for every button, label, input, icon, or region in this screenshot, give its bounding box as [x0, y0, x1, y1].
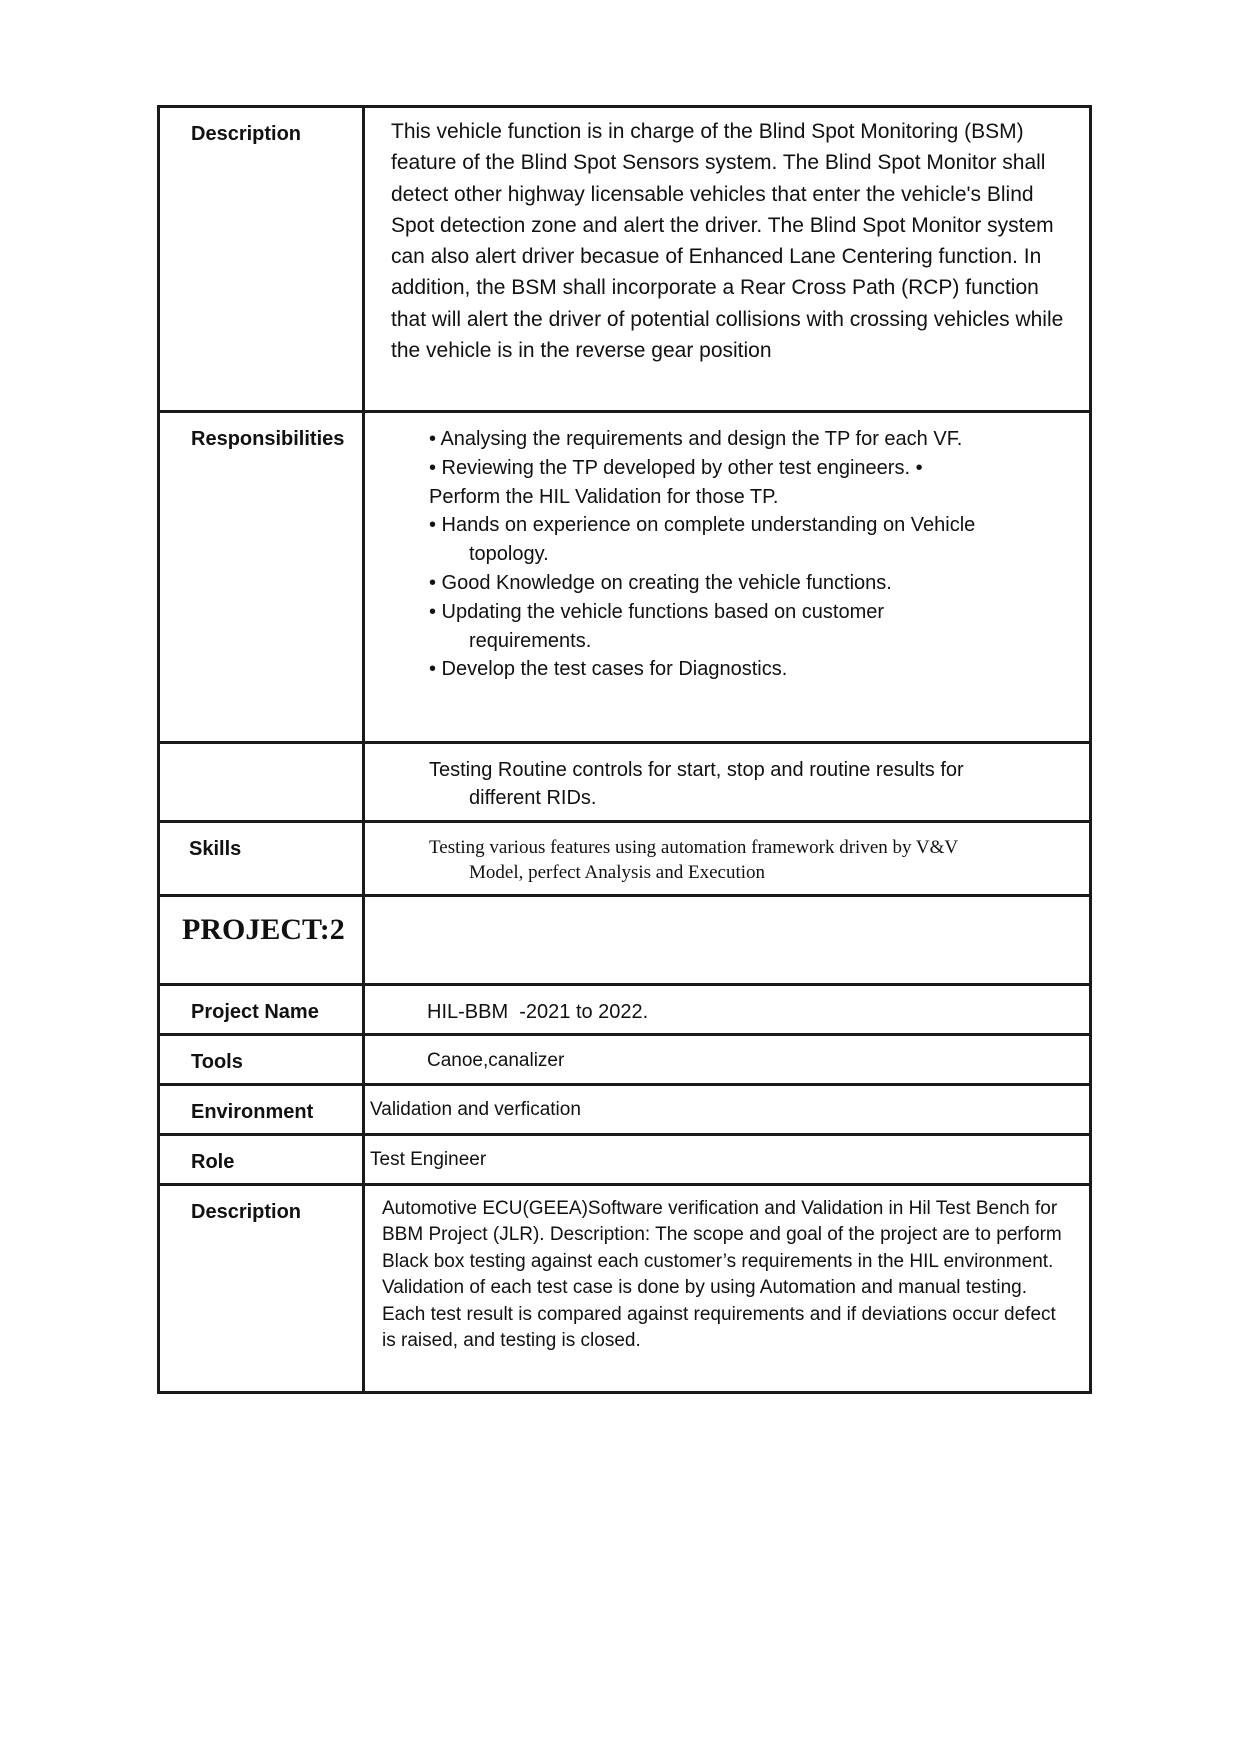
project-name-label: Project Name	[191, 1001, 319, 1023]
environment-label: Environment	[191, 1101, 314, 1123]
tools-value: Canoe,canalizer	[427, 1050, 565, 1071]
responsibility-item-continuation: requirements.	[469, 629, 592, 652]
environment-row	[159, 1085, 1091, 1135]
skills-label: Skills	[189, 838, 242, 860]
role-row	[159, 1135, 1091, 1185]
tools-label: Tools	[191, 1051, 243, 1073]
responsibility-item: • Good Knowledge on creating the vehicle functions.	[429, 571, 892, 594]
responsibility-item: • Reviewing the TP developed by other test engineers. •	[429, 456, 923, 479]
role-label: Role	[191, 1151, 235, 1173]
project2-description-row	[159, 1185, 1091, 1393]
description-text: This vehicle function is in charge of the Blind Spot Monitoring (BSM) feature of the Blind Spot Sensors system. The Blind Spot Monitor shall detect other highway licensable vehicles that enter the vehicle's Blind Spot detection zone and alert the driver. The Blind Spot Monitor system can also alert driver becasue of Enhanced Lane Centering function. In addition, the BSM shall incorporate a Rear Cross Path (RCP) function that will alert the driver of potential collisions with crossing vehicles while the vehicle is in the reverse gear position	[391, 120, 1064, 363]
skills-line: Model, perfect Analysis and Execution	[469, 862, 766, 883]
skills-row	[159, 822, 1091, 896]
routine-line: different RIDs.	[469, 787, 597, 809]
routine-text	[365, 744, 1089, 820]
description-label: Description	[191, 123, 302, 145]
role-value: Test Engineer	[370, 1149, 487, 1170]
routine-row	[159, 743, 1091, 822]
responsibility-item: • Updating the vehicle functions based on customer	[429, 600, 885, 623]
responsibility-item-continuation: topology.	[469, 543, 549, 566]
routine-line: Testing Routine controls for start, stop and routine results for	[429, 759, 964, 781]
responsibilities-label: Responsibilities	[191, 428, 345, 450]
project-heading-row	[159, 896, 1091, 985]
skills-line: Testing various features using automation framework driven by V&V	[429, 837, 959, 858]
responsibility-item: Perform the HIL Validation for those TP.	[429, 485, 779, 508]
project-name-value: HIL-BBM -2021 to 2022.	[427, 1001, 649, 1023]
responsibility-item: • Analysing the requirements and design the TP for each VF.	[429, 428, 963, 450]
description-row	[159, 107, 1091, 412]
skills-text	[365, 823, 1089, 893]
project-heading: PROJECT:2	[182, 913, 345, 946]
project-name-row	[159, 985, 1091, 1035]
project2-description-label: Description	[191, 1201, 302, 1223]
project2-description-text: Automotive ECU(GEEA)Software verification and Validation in Hil Test Bench for BBM Project (JLR). Description: The scope and goal of the project are to perform Black box testing against each customer’s requirements in the HIL environment. Validation of each test case is done by using Automation and manual testing. Each test result is compared against requirements and if deviations occur defect is raised, and testing is closed.	[382, 1198, 1062, 1352]
responsibilities-list	[365, 413, 1089, 724]
tools-row	[159, 1035, 1091, 1085]
project-details-table	[157, 105, 1092, 1394]
responsibility-item: • Develop the test cases for Diagnostics.	[429, 658, 788, 681]
responsibility-item: • Hands on experience on complete understanding on Vehicle	[429, 514, 976, 537]
responsibilities-row	[159, 412, 1091, 743]
environment-value: Validation and verfication	[370, 1099, 581, 1120]
